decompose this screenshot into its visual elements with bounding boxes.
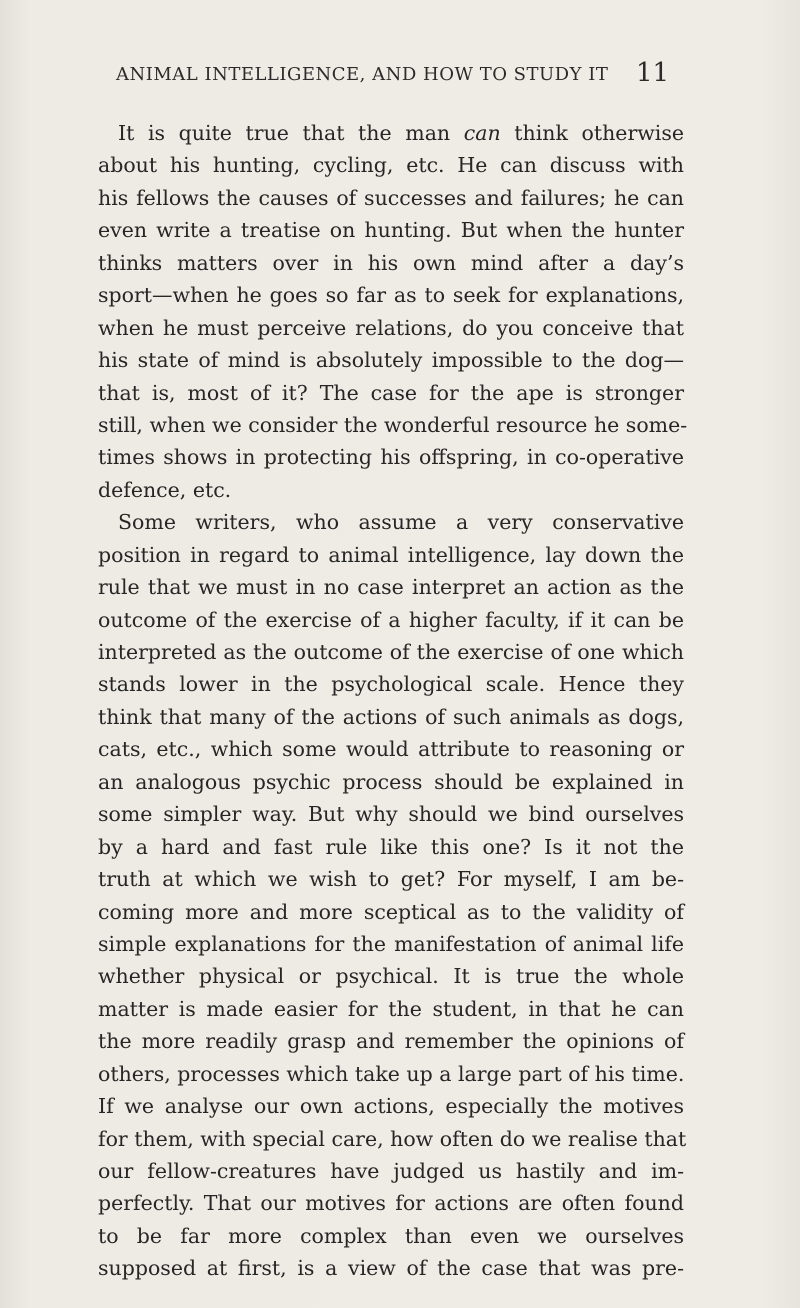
text-line: his state of mind is absolutely impossible to the dog— <box>98 348 684 373</box>
text-line: cats, etc., which some would attribute to reasoning or <box>98 737 684 762</box>
text-line: coming more and more sceptical as to the validity of <box>98 899 684 924</box>
text-line: others, processes which take up a large part of his time. <box>98 1061 685 1086</box>
text-line: for them, with special care, how often do we realise that <box>98 1126 687 1151</box>
text-line: simple explanations for the manifestation of animal life <box>98 931 684 956</box>
text-line: our fellow-creatures have judged us hastily and im- <box>98 1159 684 1183</box>
text-line <box>98 117 684 149</box>
paragraph <box>98 506 687 1285</box>
text-line: If we analyse our own actions, especially the motives <box>98 1094 684 1119</box>
text-line: some simpler way. But why should we bind ourselves <box>98 802 684 827</box>
text-line: think that many of the actions of such animals as dogs, <box>98 704 684 729</box>
text-line: even write a treatise on hunting. But when the hunter <box>98 218 684 243</box>
text-line: the more readily grasp and remember the opinions of <box>98 1029 684 1054</box>
text-line: interpreted as the outcome of the exercise of one which <box>98 640 684 664</box>
paragraph <box>98 117 688 506</box>
text-line: that is, most of it? The case for the ape is stronger <box>98 380 684 405</box>
text-line: still, when we consider the wonderful resource he some- <box>98 412 688 437</box>
running-head: ANIMAL INTELLIGENCE, AND HOW TO STUDY IT <box>116 64 609 85</box>
emphasis-text: can <box>463 121 501 145</box>
text-line: to be far more complex than even we ourselves <box>98 1223 684 1248</box>
text-line: supposed at first, is a view of the case that was pre- <box>98 1256 684 1281</box>
text-line: rule that we must in no case interpret an action as the <box>98 575 684 600</box>
text-span: It is quite true that the man <box>118 121 464 145</box>
text-line: matter is made easier for the student, in that he can <box>98 996 684 1021</box>
text-line: outcome of the exercise of a higher faculty, if it can be <box>98 607 684 632</box>
page-number: 11 <box>636 58 670 88</box>
text-line: perfectly. That our motives for actions are often found <box>98 1191 684 1216</box>
text-line: Some writers, who assume a very conservative <box>118 510 684 535</box>
body-text <box>98 117 688 1285</box>
text-line: an analogous psychic process should be explained in <box>98 769 684 794</box>
text-line: about his hunting, cycling, etc. He can discuss with <box>98 153 684 178</box>
text-line: his fellows the causes of successes and failures; he can <box>98 185 684 210</box>
text-line: when he must perceive relations, do you conceive that <box>98 315 684 340</box>
text-line: whether physical or psychical. It is true the whole <box>98 964 684 989</box>
text-line: by a hard and fast rule like this one? Is it not the <box>98 834 684 859</box>
text-line: defence, etc. <box>98 477 232 502</box>
text-line: stands lower in the psychological scale. Hence they <box>98 672 684 697</box>
text-line: truth at which we wish to get? For myself, I am be- <box>98 867 684 892</box>
text-line: sport—when he goes so far as to seek for explanations, <box>98 283 684 308</box>
text-line: thinks matters over in his own mind after a day’s <box>98 250 684 275</box>
text-line: times shows in protecting his offspring, in co-operative <box>98 445 684 470</box>
text-span: think otherwise <box>500 121 684 145</box>
text-line: position in regard to animal intelligence, lay down the <box>98 542 684 567</box>
